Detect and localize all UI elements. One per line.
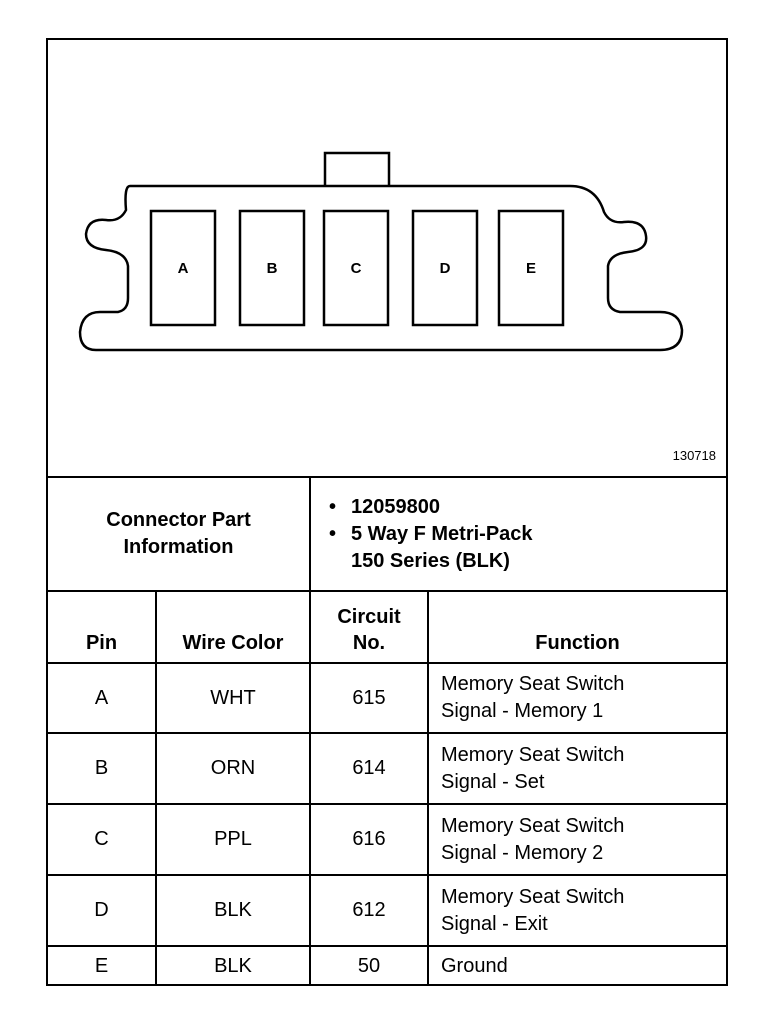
header-row bbox=[48, 591, 726, 663]
table-row bbox=[48, 804, 726, 875]
info-label bbox=[48, 477, 310, 591]
table-row bbox=[48, 875, 726, 946]
info-label-line1: Connector Part bbox=[106, 509, 251, 531]
table-row bbox=[48, 663, 726, 733]
connector-latch-tab bbox=[325, 153, 389, 187]
connector-type-line1: • 5 Way F Metri-Pack bbox=[351, 522, 533, 545]
pin-cell: B bbox=[48, 733, 156, 804]
function-line1: Ground bbox=[441, 955, 508, 977]
connector-sheet bbox=[46, 38, 728, 986]
table-row bbox=[48, 733, 726, 804]
pin-cell: C bbox=[48, 804, 156, 875]
wire-color-cell: WHT bbox=[156, 663, 310, 733]
function-line1: Memory Seat Switch bbox=[441, 814, 625, 837]
connector-drawing bbox=[48, 40, 726, 476]
header-circuit-line2: No. bbox=[352, 632, 386, 654]
wire-color-cell: ORN bbox=[156, 733, 310, 804]
pin-cell: E bbox=[48, 946, 156, 986]
function-line2: Signal - Memory 2 bbox=[441, 841, 604, 864]
header-function: Function bbox=[428, 591, 726, 663]
figure-id: 130718 bbox=[672, 448, 716, 463]
function-cell bbox=[428, 875, 726, 946]
connector-table bbox=[48, 476, 726, 986]
part-number: • 12059800 bbox=[351, 494, 726, 521]
function-cell bbox=[428, 663, 726, 733]
cavity-label-e: E bbox=[525, 260, 537, 277]
pin-cell: D bbox=[48, 875, 156, 946]
wire-color-cell: BLK bbox=[156, 946, 310, 986]
cavity-label-a: A bbox=[177, 260, 189, 277]
info-label-line2: Information bbox=[123, 536, 234, 558]
cavity-label-d: D bbox=[439, 260, 451, 277]
circuit-cell: 616 bbox=[310, 804, 428, 875]
header-circuit-line1: Circuit bbox=[337, 606, 401, 628]
header-pin: Pin bbox=[48, 591, 156, 663]
function-cell bbox=[428, 733, 726, 804]
connector-type bbox=[351, 521, 726, 575]
pin-cell: A bbox=[48, 663, 156, 733]
function-line2: Signal - Exit bbox=[441, 912, 548, 935]
cavity-label-c: C bbox=[350, 260, 362, 277]
table-row bbox=[48, 946, 726, 986]
header-wire-color: Wire Color bbox=[156, 591, 310, 663]
function-line2: Signal - Set bbox=[441, 770, 545, 793]
info-details bbox=[310, 477, 726, 591]
circuit-cell: 50 bbox=[310, 946, 428, 986]
circuit-cell: 612 bbox=[310, 875, 428, 946]
function-line1: Memory Seat Switch bbox=[441, 673, 625, 695]
circuit-cell: 615 bbox=[310, 663, 428, 733]
function-line2: Signal - Memory 1 bbox=[441, 700, 604, 722]
wire-color-cell: BLK bbox=[156, 875, 310, 946]
connector-type-line2: 150 Series (BLK) bbox=[351, 549, 510, 572]
function-line1: Memory Seat Switch bbox=[441, 743, 625, 766]
wire-color-cell: PPL bbox=[156, 804, 310, 875]
header-circuit bbox=[310, 591, 428, 663]
info-row bbox=[48, 477, 726, 591]
function-cell bbox=[428, 804, 726, 875]
function-cell bbox=[428, 946, 726, 986]
function-line1: Memory Seat Switch bbox=[441, 885, 625, 908]
circuit-cell: 614 bbox=[310, 733, 428, 804]
cavity-label-b: B bbox=[266, 260, 278, 277]
